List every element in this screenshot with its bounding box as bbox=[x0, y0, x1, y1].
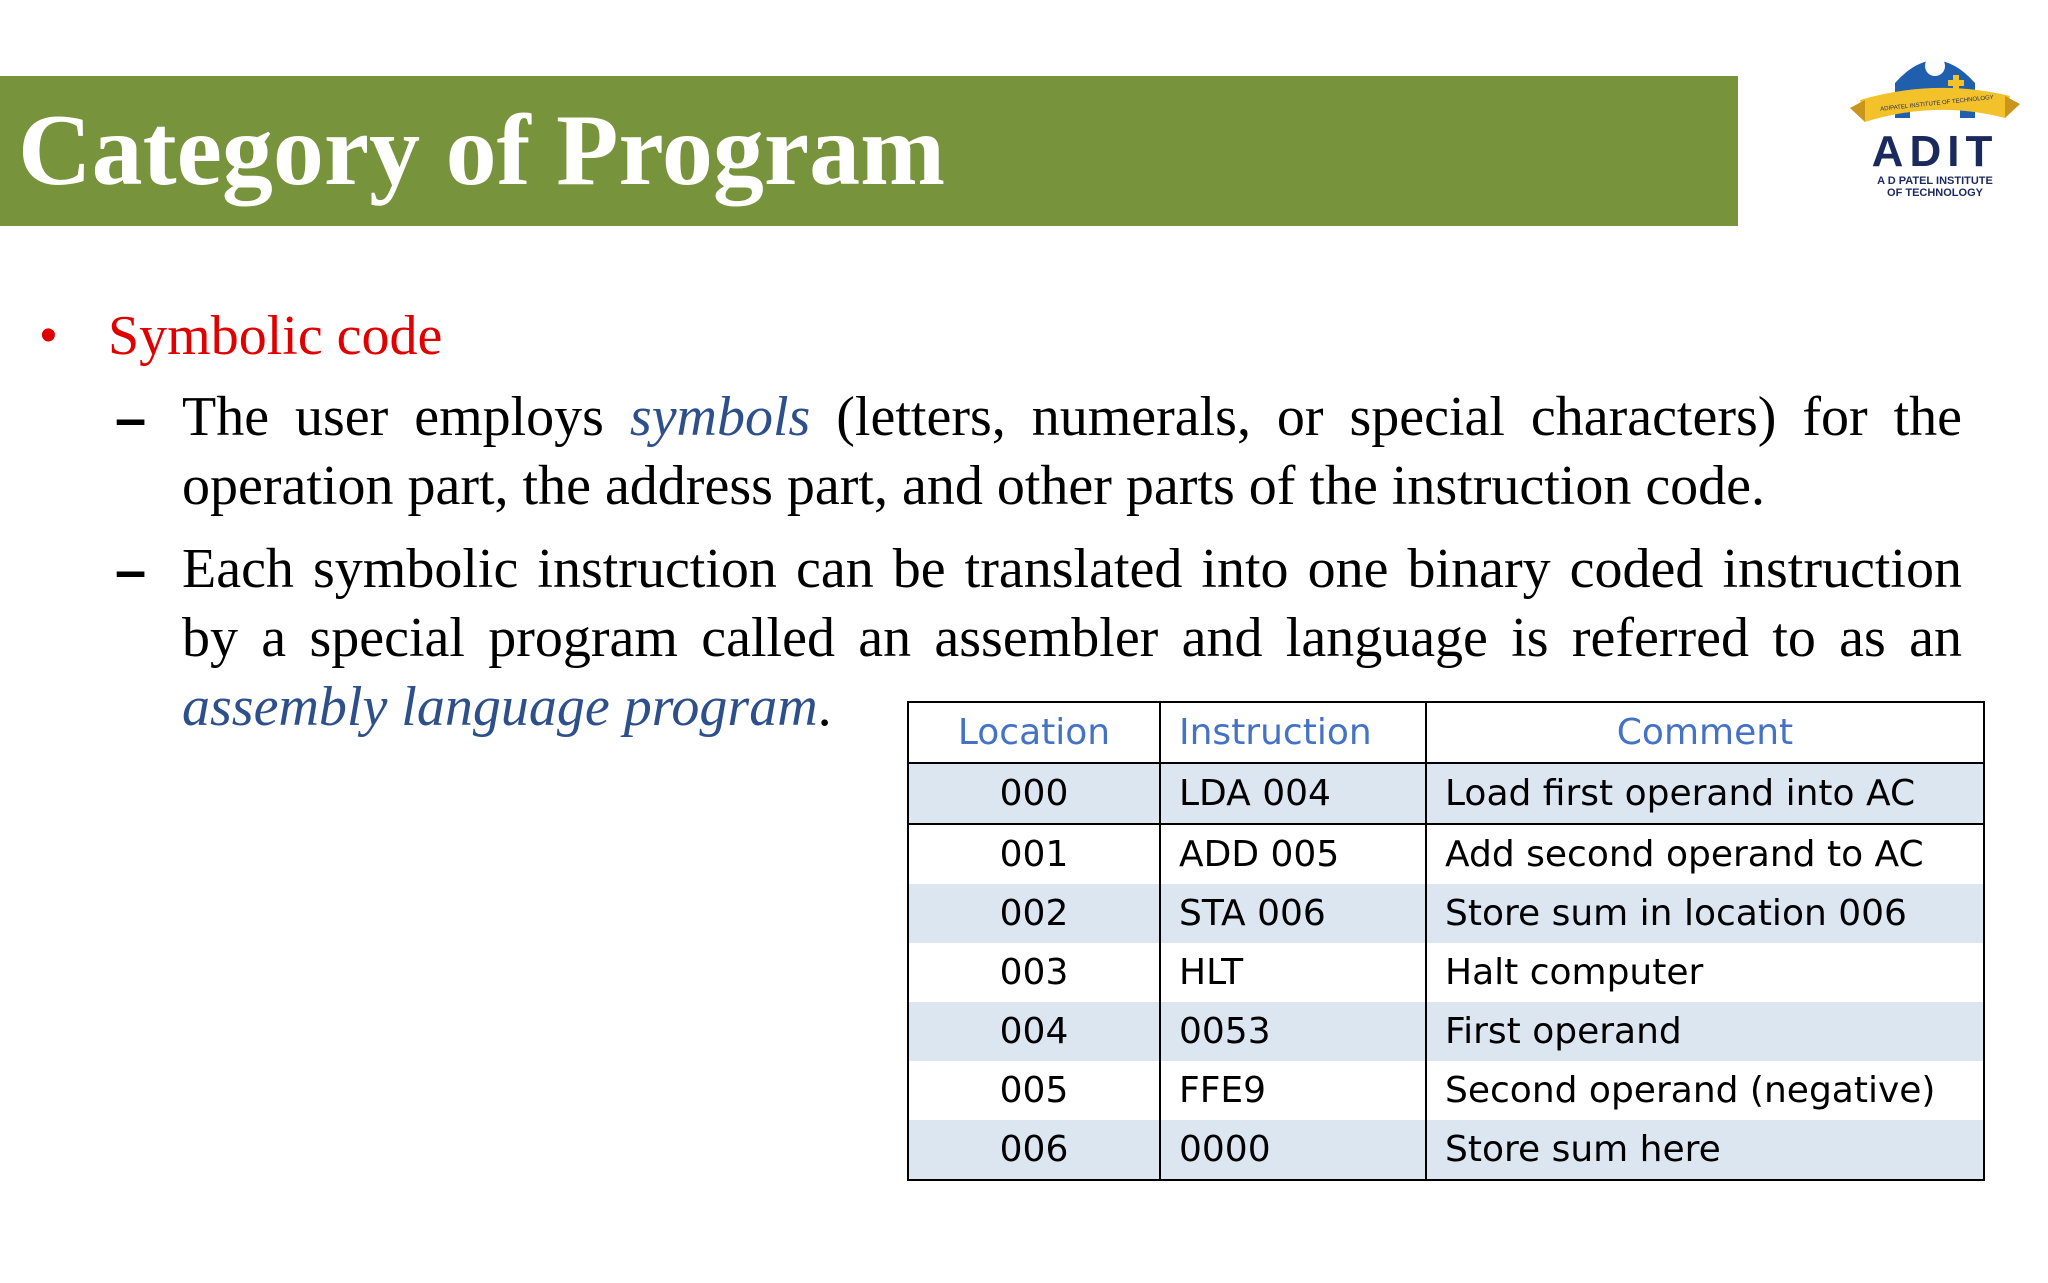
dash-icon: – bbox=[115, 386, 147, 449]
table-header-row bbox=[908, 702, 1984, 763]
logo-subtitle-line1: A D PATEL INSTITUTE bbox=[1877, 175, 1993, 187]
bullet-dot-icon: • bbox=[40, 309, 57, 362]
table-row bbox=[908, 1120, 1984, 1180]
cell-instruction: LDA 004 bbox=[1160, 763, 1426, 824]
cell-instruction: 0000 bbox=[1160, 1120, 1426, 1180]
cell-instruction: FFE9 bbox=[1160, 1061, 1426, 1120]
sub-point-2-line2: by a special program called an assembler and language is referred to as an bbox=[182, 607, 1962, 669]
emphasis-assembly-language-program: assembly language program bbox=[182, 676, 818, 738]
header-comment: Comment bbox=[1426, 702, 1984, 763]
bullet-heading: Symbolic code bbox=[108, 305, 443, 367]
table-row bbox=[908, 1002, 1984, 1061]
cell-location: 001 bbox=[908, 824, 1160, 884]
text-segment: (letters, numerals, or special characters) for the bbox=[810, 386, 1963, 448]
text-segment: The user employs bbox=[182, 386, 630, 448]
cell-location: 004 bbox=[908, 1002, 1160, 1061]
sub-point-1 bbox=[182, 383, 1962, 521]
program-table bbox=[907, 701, 1985, 1181]
cell-location: 003 bbox=[908, 943, 1160, 1002]
cell-comment: Halt computer bbox=[1426, 943, 1984, 1002]
text-segment: . bbox=[817, 676, 832, 738]
logo-emblem-icon bbox=[1840, 38, 2030, 130]
cell-instruction: HLT bbox=[1160, 943, 1426, 1002]
table-row bbox=[908, 943, 1984, 1002]
sub-point-2-line1: Each symbolic instruction can be translated into one binary coded instruction bbox=[182, 538, 1962, 600]
sub-point-1-line1 bbox=[182, 383, 1962, 452]
cell-comment: Load first operand into AC bbox=[1426, 763, 1984, 824]
cell-instruction: ADD 005 bbox=[1160, 824, 1426, 884]
dash-icon: – bbox=[115, 538, 147, 601]
table-row bbox=[908, 1061, 1984, 1120]
cell-location: 005 bbox=[908, 1061, 1160, 1120]
logo-ribbon-text: ADIPATEL INSTITUTE OF TECHNOLOGY bbox=[1879, 94, 1995, 113]
table-row bbox=[908, 824, 1984, 884]
cell-location: 006 bbox=[908, 1120, 1160, 1180]
sub-point-1-line2: operation part, the address part, and other parts of the instruction code. bbox=[182, 455, 1766, 517]
cell-comment: Add second operand to AC bbox=[1426, 824, 1984, 884]
slide-title: Category of Program bbox=[18, 94, 946, 207]
table-row bbox=[908, 763, 1984, 824]
cell-instruction: 0053 bbox=[1160, 1002, 1426, 1061]
cell-location: 002 bbox=[908, 884, 1160, 943]
title-bar bbox=[0, 76, 1738, 226]
cell-comment: First operand bbox=[1426, 1002, 1984, 1061]
cell-comment: Store sum here bbox=[1426, 1120, 1984, 1180]
header-instruction: Instruction bbox=[1160, 702, 1426, 763]
cell-location: 000 bbox=[908, 763, 1160, 824]
cell-instruction: STA 006 bbox=[1160, 884, 1426, 943]
logo-name: ADIT bbox=[1871, 127, 1999, 176]
table-row bbox=[908, 884, 1984, 943]
cell-comment: Store sum in location 006 bbox=[1426, 884, 1984, 943]
header-location: Location bbox=[908, 702, 1160, 763]
cell-comment: Second operand (negative) bbox=[1426, 1061, 1984, 1120]
emphasis-symbols: symbols bbox=[629, 386, 811, 448]
logo-subtitle-line2: OF TECHNOLOGY bbox=[1887, 187, 1983, 199]
adit-logo bbox=[1840, 38, 2030, 208]
